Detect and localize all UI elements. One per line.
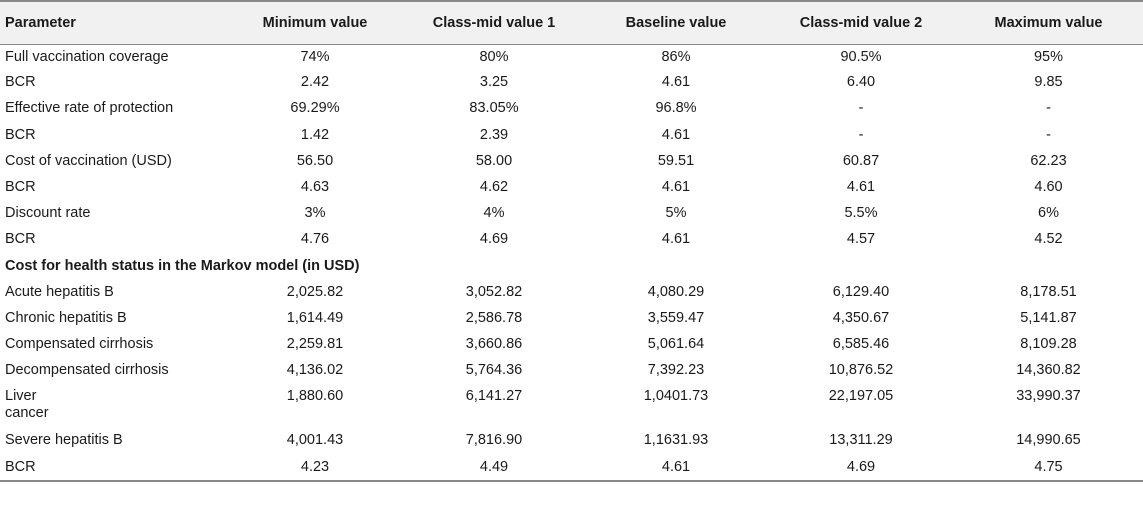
cell-class-mid-2: - bbox=[858, 126, 864, 143]
cell-baseline: 5% bbox=[665, 205, 687, 222]
cell-parameter: Discount rate bbox=[5, 205, 91, 222]
cell-parameter: Decompensated cirrhosis bbox=[5, 362, 169, 379]
table-row bbox=[0, 70, 1143, 96]
cell-maximum: 4.60 bbox=[1034, 178, 1063, 195]
cell-maximum: 8,178.51 bbox=[1020, 283, 1077, 300]
cell-maximum: 33,990.37 bbox=[1016, 388, 1081, 405]
cell-minimum: 2,259.81 bbox=[286, 336, 344, 353]
cell-parameter: Cost of vaccination (USD) bbox=[5, 152, 172, 169]
cell-parameter: Compensated cirrhosis bbox=[5, 336, 154, 353]
cell-class-mid-2: 6,129.40 bbox=[832, 283, 890, 300]
cell-class-mid-1: 58.00 bbox=[475, 152, 513, 169]
cell-class-mid-2: - bbox=[858, 100, 864, 117]
cell-minimum: 1.42 bbox=[300, 126, 330, 143]
cell-baseline: 59.51 bbox=[657, 152, 695, 169]
cell-parameter: BCR bbox=[5, 74, 36, 91]
cell-maximum: 6% bbox=[1038, 205, 1059, 222]
cell-maximum: - bbox=[1046, 100, 1051, 117]
table-row bbox=[0, 201, 1143, 227]
table-row bbox=[0, 123, 1143, 149]
cell-parameter: Effective rate of protection bbox=[5, 100, 174, 117]
section-row bbox=[0, 254, 1143, 280]
cell-baseline: 96.8% bbox=[655, 100, 697, 117]
cell-minimum: 74% bbox=[300, 48, 330, 65]
cell-maximum: 14,360.82 bbox=[1016, 362, 1081, 379]
cell-baseline: 3,559.47 bbox=[647, 309, 705, 326]
cell-maximum: 62.23 bbox=[1030, 152, 1067, 169]
cell-class-mid-1: 3,052.82 bbox=[465, 283, 523, 300]
cell-class-mid-1: 2.39 bbox=[479, 126, 509, 143]
header-minimum-value: Minimum value bbox=[262, 14, 368, 31]
cell-minimum: 56.50 bbox=[296, 152, 334, 169]
cell-parameter: BCR bbox=[5, 231, 36, 248]
cell-minimum: 1,614.49 bbox=[286, 309, 344, 326]
cell-baseline: 4.61 bbox=[661, 231, 691, 248]
cell-minimum: 1,880.60 bbox=[286, 388, 344, 405]
cell-class-mid-1: 4.69 bbox=[479, 231, 509, 248]
header-maximum-value: Maximum value bbox=[994, 14, 1103, 31]
cell-maximum: 8,109.28 bbox=[1020, 336, 1077, 353]
table-row bbox=[0, 149, 1143, 175]
cell-baseline: 4,080.29 bbox=[647, 283, 705, 300]
cell-minimum: 4.76 bbox=[300, 231, 330, 248]
cell-maximum: 4.52 bbox=[1034, 231, 1063, 248]
cell-class-mid-1: 83.05% bbox=[469, 100, 519, 117]
cell-parameter: Liver cancer bbox=[5, 388, 49, 422]
cell-class-mid-2: 6,585.46 bbox=[832, 336, 890, 353]
cell-parameter: BCR bbox=[5, 126, 36, 143]
table-row bbox=[0, 227, 1143, 253]
cell-class-mid-2: 13,311.29 bbox=[829, 432, 893, 449]
cell-class-mid-1: 5,764.36 bbox=[465, 362, 523, 379]
cell-baseline: 7,392.23 bbox=[647, 362, 705, 379]
cell-class-mid-2: 60.87 bbox=[842, 152, 880, 169]
cell-class-mid-1: 6,141.27 bbox=[465, 388, 523, 405]
cell-baseline: 4.61 bbox=[661, 74, 691, 91]
cell-baseline: 4.61 bbox=[661, 178, 691, 195]
cell-minimum: 2.42 bbox=[300, 74, 330, 91]
cell-class-mid-2: 22,197.05 bbox=[828, 388, 894, 405]
cell-class-mid-1: 80% bbox=[479, 48, 509, 65]
table-row bbox=[0, 455, 1143, 481]
cell-maximum: 95% bbox=[1033, 48, 1064, 65]
cell-maximum: 5,141.87 bbox=[1020, 309, 1077, 326]
header-class-mid-value-1: Class-mid value 1 bbox=[432, 14, 556, 31]
cell-class-mid-2: 4,350.67 bbox=[832, 309, 890, 326]
table-row bbox=[0, 280, 1143, 306]
cell-minimum: 4,136.02 bbox=[286, 362, 344, 379]
cell-class-mid-1: 3,660.86 bbox=[465, 336, 523, 353]
cell-class-mid-2: 4.57 bbox=[846, 231, 876, 248]
cell-class-mid-2: 6.40 bbox=[846, 74, 876, 91]
cell-minimum: 3% bbox=[304, 205, 326, 222]
table-body bbox=[0, 44, 1143, 481]
header-baseline-value: Baseline value bbox=[625, 14, 727, 31]
cell-minimum: 69.29% bbox=[290, 100, 340, 117]
header-class-mid-value-2: Class-mid value 2 bbox=[799, 14, 923, 31]
header-row bbox=[0, 1, 1143, 44]
table-row bbox=[0, 428, 1143, 454]
cell-parameter: Severe hepatitis B bbox=[5, 432, 123, 449]
cell-baseline: 1,1631.93 bbox=[643, 432, 709, 449]
cell-parameter: Acute hepatitis B bbox=[5, 283, 114, 300]
cell-class-mid-2: 90.5% bbox=[840, 48, 882, 65]
cell-baseline: 86% bbox=[661, 48, 691, 65]
cell-class-mid-1: 3.25 bbox=[479, 74, 509, 91]
cell-maximum: 4.75 bbox=[1034, 458, 1063, 475]
table-row bbox=[0, 175, 1143, 201]
cell-class-mid-2: 10,876.52 bbox=[828, 362, 894, 379]
cell-baseline: 1,0401.73 bbox=[643, 388, 709, 405]
cell-baseline: 5,061.64 bbox=[647, 336, 705, 353]
cell-class-mid-1: 4.49 bbox=[479, 458, 509, 475]
cell-class-mid-2: 4.61 bbox=[846, 178, 876, 195]
table-header bbox=[0, 1, 1143, 44]
cell-parameter: BCR bbox=[5, 458, 36, 475]
cell-maximum: - bbox=[1046, 126, 1051, 143]
cell-parameter: Chronic hepatitis B bbox=[5, 309, 127, 326]
header-parameter: Parameter bbox=[5, 14, 76, 31]
table-row bbox=[0, 332, 1143, 358]
table-row bbox=[0, 306, 1143, 332]
cell-class-mid-2: 4.69 bbox=[846, 458, 876, 475]
cell-class-mid-1: 4% bbox=[483, 205, 505, 222]
table-row bbox=[0, 44, 1143, 70]
cell-class-mid-1: 2,586.78 bbox=[465, 309, 523, 326]
cell-parameter: BCR bbox=[5, 178, 36, 195]
section-heading: Cost for health status in the Markov model (in USD) bbox=[5, 257, 360, 274]
cell-baseline: 4.61 bbox=[661, 126, 691, 143]
cell-parameter: Full vaccination coverage bbox=[5, 48, 169, 65]
cell-class-mid-1: 4.62 bbox=[479, 178, 509, 195]
table-row bbox=[0, 384, 1143, 428]
cell-minimum: 4.63 bbox=[300, 178, 330, 195]
cell-maximum: 9.85 bbox=[1034, 74, 1063, 91]
cell-minimum: 2,025.82 bbox=[286, 283, 344, 300]
cell-minimum: 4,001.43 bbox=[286, 432, 344, 449]
cell-minimum: 4.23 bbox=[300, 458, 330, 475]
table-row bbox=[0, 358, 1143, 384]
cell-class-mid-1: 7,816.90 bbox=[465, 432, 523, 449]
cell-class-mid-2: 5.5% bbox=[844, 205, 878, 222]
cell-baseline: 4.61 bbox=[661, 458, 691, 475]
cell-maximum: 14,990.65 bbox=[1016, 432, 1081, 449]
table-row bbox=[0, 96, 1143, 122]
